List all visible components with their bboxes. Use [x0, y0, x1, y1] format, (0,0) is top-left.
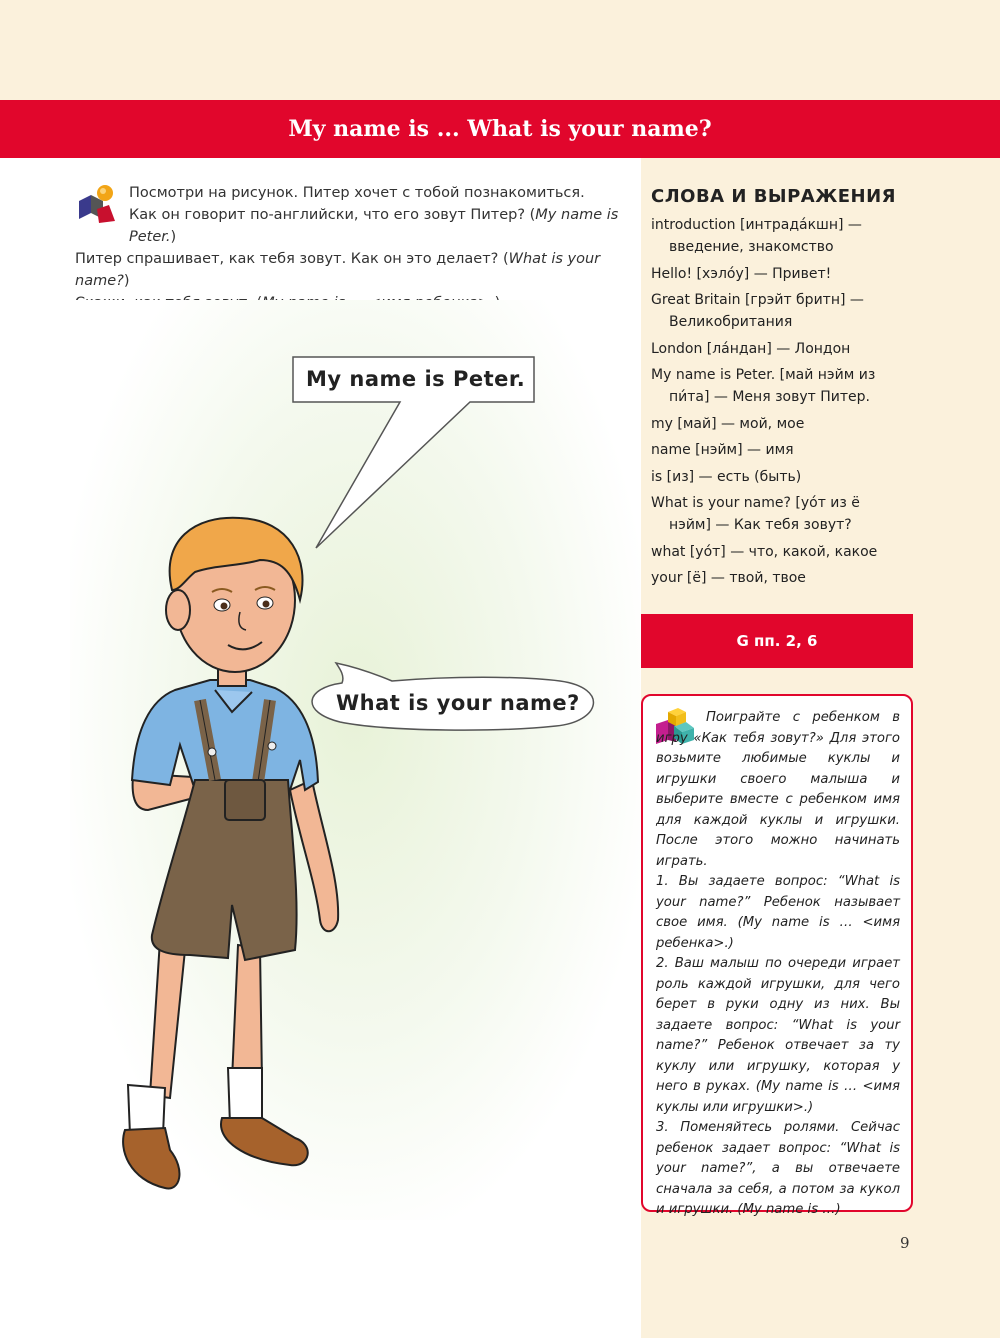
vocab-entry — [651, 439, 906, 461]
vocabulary-list — [651, 214, 906, 594]
grammar-reference: G пп. 2, 6 — [641, 614, 913, 668]
vocab-line: London [лáндан] — Лондон — [651, 340, 851, 357]
intro-line-3: Питер спрашивает, как тебя зовут. Как он это делает? ( — [75, 251, 509, 267]
intro-line-2-end: ) — [170, 229, 177, 245]
vocab-line: your [ё] — твой, твое — [651, 570, 806, 586]
parents-instructions — [656, 708, 900, 1221]
vocab-entry — [651, 492, 906, 536]
vocab-line: Hello! [хэлóу] — Привет! — [651, 265, 832, 282]
parents-paragraph-4: 3. Поменяйтесь ролями. Сейчас ребенок задает вопрос: “What is your name?”, а вы отвечаете сначала за себя, а потом за кукол и игрушки. (My name is …) — [656, 1120, 900, 1217]
vocab-entry — [651, 413, 906, 435]
intro-line-3-end: ) — [123, 273, 130, 289]
vocab-line-2: Великобритания — [669, 314, 793, 330]
parents-paragraph-3: 2. Ваш малыш по очереди играет роль каждой игрушки, для чего берет в руки одну из них. Вы задаете вопрос: “What is your name?” Ребенок отвечает за ту куклу или игрушку, которая у него в руках. (My name is … <имя куклы или игрушки>.) — [656, 956, 900, 1115]
parents-paragraph-2: 1. Вы задаете вопрос: “What is your name?” Ребенок называет свое имя. (My name is … <имя ребенка>.) — [656, 874, 900, 951]
vocab-entry — [651, 263, 906, 285]
vocab-line-2: введение, знакомство — [669, 239, 834, 255]
vocab-entry — [651, 338, 906, 360]
intro-line-3-example: What is your name? — [75, 251, 601, 289]
vocabulary-title: СЛОВА И ВЫРАЖЕНИЯ — [651, 186, 897, 207]
speech-bubble-1: My name is Peter. — [306, 367, 526, 391]
vocab-line: what [уóт] — что, какой, какое — [651, 543, 878, 560]
vocab-line: name [нэйм] — имя — [651, 442, 794, 458]
page-number: 9 — [900, 1234, 910, 1252]
vocab-line: is [из] — есть (быть) — [651, 468, 802, 485]
vocab-line: Great Britain [грэйт бритн] — — [651, 292, 864, 308]
vocab-entry — [651, 466, 906, 488]
vocab-entry — [651, 567, 906, 589]
parents-paragraph-1: Поиграйте с ребенком в игру «Как тебя зовут?» Для этого возьмите любимые куклы и игрушки своего малыша и выберите вместе с ребенком имя для каждой куклы и игрушки. После этого можно начинать играть. — [656, 710, 900, 869]
vocab-line-2: нэйм] — Как тебя зовут? — [669, 517, 852, 533]
vocab-entry — [651, 214, 906, 258]
intro-line-2-example: My name is Peter. — [129, 207, 619, 245]
page-title: My name is ... What is your name? — [0, 100, 1000, 158]
intro-line-1: Посмотри на рисунок. Питер хочет с тобой познакомиться. — [129, 185, 585, 201]
vocab-line: introduction [интрадáкшн] — — [651, 217, 862, 233]
vocab-line-2: пи́та] — Меня зовут Питер. — [669, 389, 870, 405]
speech-bubble-2: What is your name? — [336, 691, 580, 715]
vocab-entry — [651, 541, 906, 563]
intro-line-2: Как он говорит по-английски, что его зовут Питер? ( — [129, 207, 536, 223]
vocab-line: my [май] — мой, мое — [651, 415, 805, 432]
vocab-line: What is your name? [уóт из ё — [651, 495, 860, 511]
vocab-entry — [651, 289, 906, 333]
vocab-entry — [651, 364, 906, 408]
vocab-line: My name is Peter. [май нэйм из — [651, 367, 876, 383]
